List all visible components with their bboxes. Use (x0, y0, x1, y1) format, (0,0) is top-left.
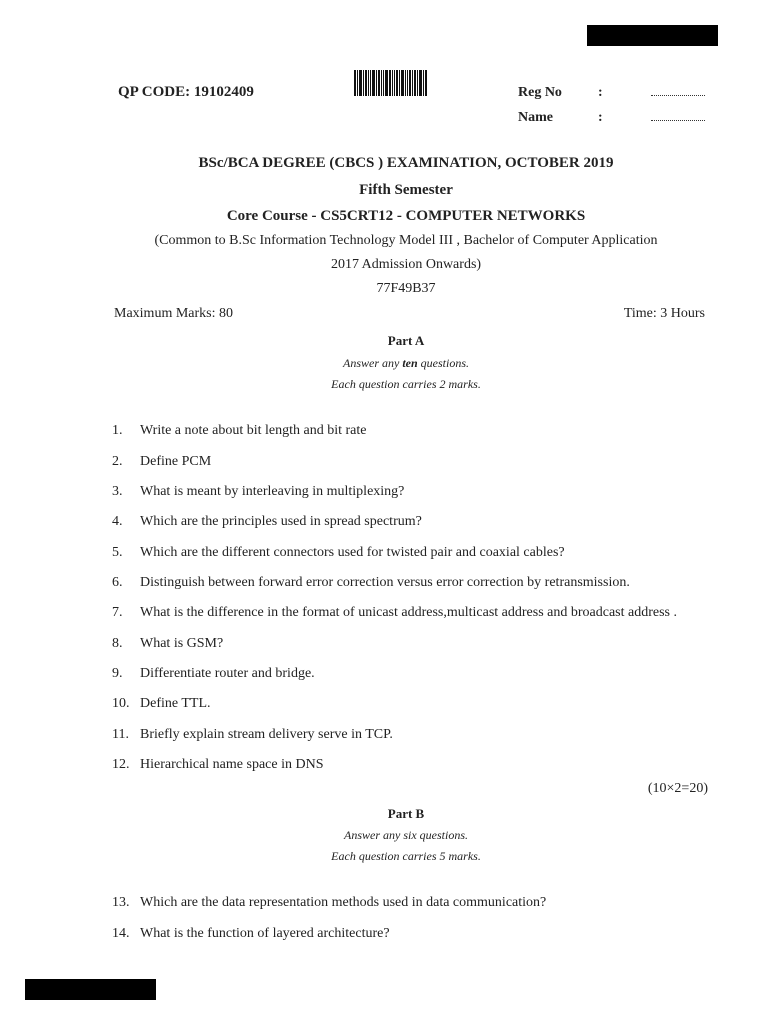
question-3: 3. What is meant by interleaving in multiplexing? (112, 484, 405, 499)
course-title: Core Course - CS5CRT12 - COMPUTER NETWORKS (226, 208, 586, 224)
part-b-marks-note: Each question carries 5 marks. (331, 849, 481, 863)
question-2: 2. Define PCM (112, 454, 212, 469)
question-13: 13. Which are the data representation methods used in data communication? (112, 895, 547, 910)
reg-no-colon: : (598, 85, 603, 100)
part-a-total-marks: (10×2=20) (647, 781, 708, 796)
paper-code: 77F49B37 (376, 281, 436, 296)
question-4: 4. Which are the principles used in spread spectrum? (112, 514, 422, 529)
name-colon: : (598, 110, 603, 125)
question-11: 11. Briefly explain stream delivery serve in TCP. (112, 727, 393, 742)
part-b-instruction: Answer any six questions. (343, 828, 468, 842)
reg-no-field (651, 95, 705, 96)
reg-no-label: Reg No (518, 85, 562, 100)
name-field (651, 120, 705, 121)
part-a-heading: Part A (387, 333, 425, 348)
question-14: 14. What is the function of layered architecture? (112, 926, 390, 941)
question-12: 12. Hierarchical name space in DNS (112, 757, 324, 772)
question-7: 7. What is the difference in the format of unicast address,multicast address and broadcast address . (112, 605, 678, 620)
barcode-image (354, 70, 428, 96)
question-1: 1. Write a note about bit length and bit rate (112, 423, 367, 438)
qp-code: QP CODE: 19102409 (118, 84, 254, 100)
redaction-bottom (25, 979, 156, 1000)
question-6: 6. Distinguish between forward error correction versus error correction by retransmission. (112, 575, 630, 590)
question-10: 10. Define TTL. (112, 696, 211, 711)
part-b-heading: Part B (387, 806, 425, 821)
question-9: 9. Differentiate router and bridge. (112, 666, 315, 681)
max-marks: Maximum Marks: 80 (114, 306, 233, 321)
semester: Fifth Semester (359, 182, 453, 198)
name-label: Name (518, 110, 553, 125)
common-to-line-1: (Common to B.Sc Information Technology Model III , Bachelor of Computer Application (154, 233, 658, 248)
part-a-instruction: Answer any ten questions. (342, 356, 469, 370)
part-a-marks-note: Each question carries 2 marks. (331, 377, 481, 391)
question-5: 5. Which are the different connectors used for twisted pair and coaxial cables? (112, 545, 565, 560)
exam-title: BSc/BCA DEGREE (CBCS ) EXAMINATION, OCTOBER 2019 (198, 155, 614, 171)
redaction-top (587, 25, 718, 46)
time: Time: 3 Hours (623, 306, 705, 321)
question-8: 8. What is GSM? (112, 636, 224, 651)
common-to-line-2: 2017 Admission Onwards) (330, 257, 482, 272)
